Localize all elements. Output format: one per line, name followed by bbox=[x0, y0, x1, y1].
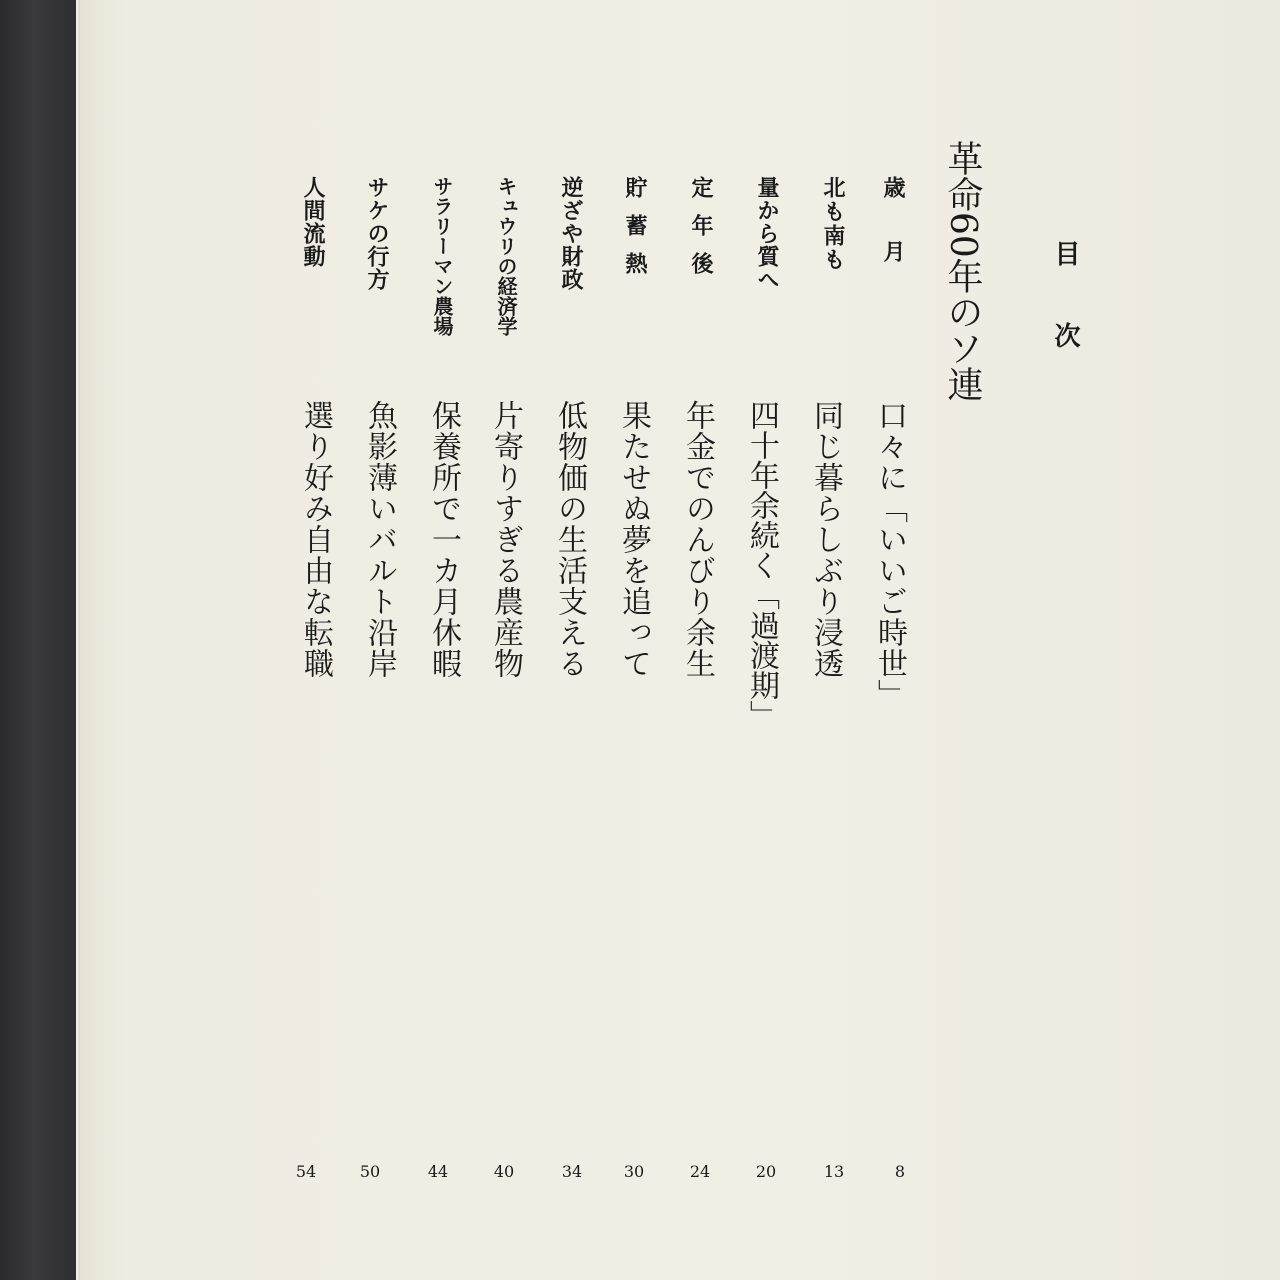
toc-entry-subtitle: 低物価の生活支える bbox=[552, 400, 587, 679]
toc-entry-subtitle: 口々に「いいご時世」 bbox=[872, 400, 907, 710]
toc-entry-heading: 逆ざや財政 bbox=[558, 176, 584, 291]
toc-entry-page: 50 bbox=[359, 1162, 381, 1181]
book-page bbox=[76, 0, 1280, 1280]
toc-entry-heading: 定年後 bbox=[688, 176, 714, 290]
toc-entry-subtitle: 片寄りすぎる農産物 bbox=[488, 400, 523, 679]
toc-entry-page: 8 bbox=[894, 1162, 906, 1181]
toc-entry-page: 44 bbox=[427, 1162, 449, 1181]
toc-entry-page: 34 bbox=[561, 1162, 583, 1181]
toc-entry-heading: 北も南も bbox=[820, 176, 846, 272]
desk-background bbox=[0, 0, 76, 1280]
toc-entry-subtitle: 同じ暮らしぶり浸透 bbox=[808, 400, 843, 679]
page-edge bbox=[76, 0, 80, 1280]
toc-heading: 目次 bbox=[1050, 240, 1080, 404]
toc-entry-heading: キュウリの経済学 bbox=[494, 176, 518, 336]
toc-entry-heading: サラリーマン農場 bbox=[430, 176, 454, 336]
toc-entry-page: 54 bbox=[295, 1162, 317, 1181]
toc-entry-heading: 人間流動 bbox=[300, 176, 326, 268]
toc-entry-heading: サケの行方 bbox=[364, 176, 390, 291]
toc-entry-subtitle: 果たせぬ夢を追って bbox=[616, 400, 651, 679]
toc-entry-heading: 貯蓄熱 bbox=[622, 176, 648, 290]
toc-entry-heading: 量から質へ bbox=[754, 176, 780, 291]
toc-entry-subtitle: 選り好み自由な転職 bbox=[298, 400, 333, 679]
toc-entry-subtitle: 年金でのんびり余生 bbox=[680, 400, 715, 679]
section-title: 革命60年のソ連 bbox=[942, 140, 983, 402]
toc-entry-subtitle: 保養所で一カ月休暇 bbox=[426, 400, 461, 679]
toc-entry-page: 30 bbox=[623, 1162, 645, 1181]
toc-entry-heading: 歳月 bbox=[880, 176, 906, 304]
toc-entry-page: 24 bbox=[689, 1162, 711, 1181]
toc-entry-subtitle: 魚影薄いバルト沿岸 bbox=[362, 400, 397, 679]
toc-entry-page: 40 bbox=[493, 1162, 515, 1181]
toc-entry-page: 13 bbox=[823, 1162, 845, 1181]
toc-entry-page: 20 bbox=[755, 1162, 777, 1181]
toc-entry-subtitle: 四十年余続く「過渡期」 bbox=[744, 400, 779, 730]
